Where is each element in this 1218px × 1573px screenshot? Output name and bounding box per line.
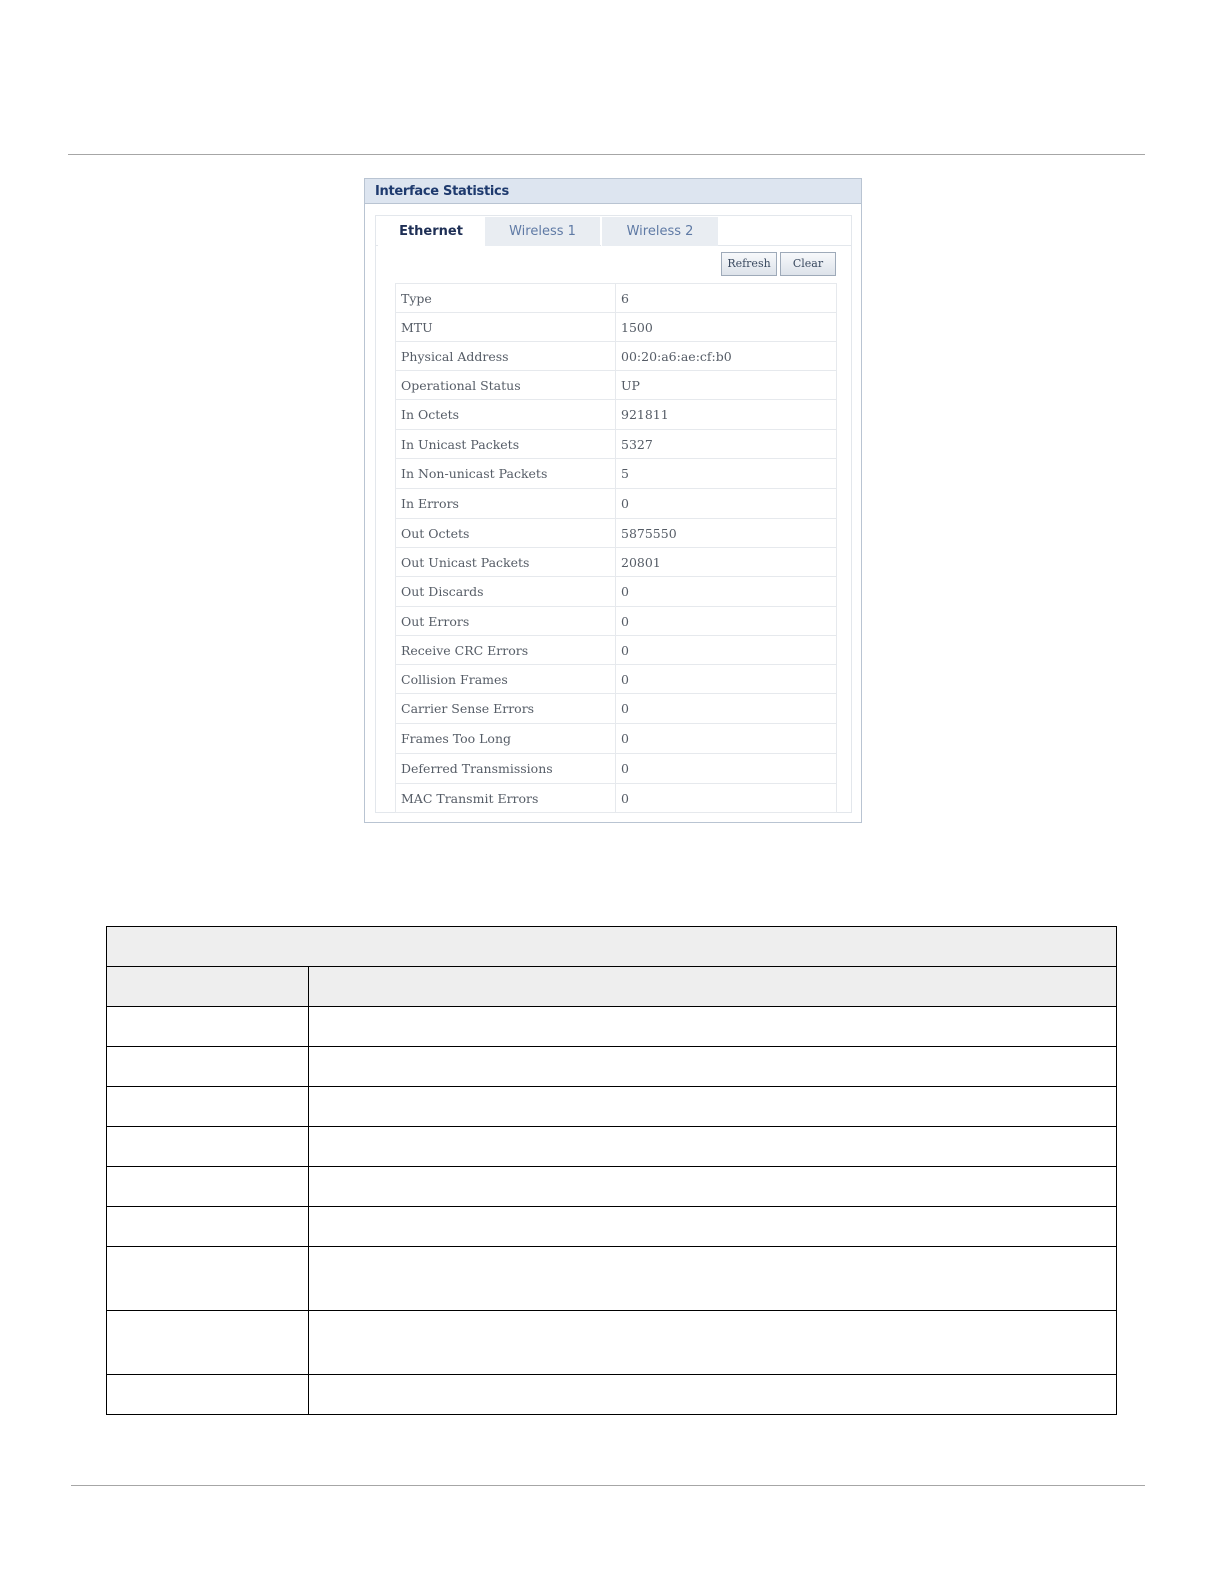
table-row: [107, 1207, 1117, 1247]
table-row: [107, 1047, 1117, 1087]
table-row: [396, 519, 837, 548]
stat-value: 0: [616, 636, 837, 665]
tab-bar: [376, 216, 851, 246]
description-cell: [309, 1375, 1117, 1415]
stat-label: In Errors: [396, 489, 616, 519]
bottom-divider: [71, 1485, 1145, 1486]
label-cell: [107, 1007, 309, 1047]
table-title-cell: [107, 927, 1117, 967]
refresh-button[interactable]: Refresh: [721, 252, 777, 276]
description-cell: [309, 1167, 1117, 1207]
tab-wireless-1[interactable]: Wireless 1: [484, 217, 600, 246]
interface-statistics-panel: [364, 178, 862, 823]
table-row: [396, 284, 837, 313]
stat-label: MTU: [396, 313, 616, 342]
table-row: [396, 724, 837, 754]
stat-value: 0: [616, 665, 837, 694]
label-cell: [107, 1167, 309, 1207]
field-description-table: [106, 926, 1117, 1415]
stat-value: 0: [616, 607, 837, 636]
description-cell: [309, 1007, 1117, 1047]
stat-label: Operational Status: [396, 371, 616, 400]
stat-label: In Octets: [396, 400, 616, 430]
stat-label: MAC Transmit Errors: [396, 784, 616, 813]
stat-label: Out Errors: [396, 607, 616, 636]
description-cell: [309, 1207, 1117, 1247]
table-row: [396, 313, 837, 342]
stat-label: Out Discards: [396, 577, 616, 607]
description-cell: [309, 1047, 1117, 1087]
table-row: [396, 430, 837, 459]
clear-button[interactable]: Clear: [780, 252, 836, 276]
stat-value: UP: [616, 371, 837, 400]
table-row: [107, 1375, 1117, 1415]
stat-value: 0: [616, 724, 837, 754]
stat-value: 00:20:a6:ae:cf:b0: [616, 342, 837, 371]
stat-value: 921811: [616, 400, 837, 430]
table-row: [107, 1311, 1117, 1375]
table-row: [396, 459, 837, 489]
table-row: [396, 371, 837, 400]
stat-label: Carrier Sense Errors: [396, 694, 616, 724]
table-row: [396, 489, 837, 519]
label-cell: [107, 1087, 309, 1127]
table-row: [396, 636, 837, 665]
table-row: [396, 754, 837, 784]
table-row: [396, 607, 837, 636]
table-row: [107, 1247, 1117, 1311]
label-cell: [107, 1127, 309, 1167]
stat-value: 6: [616, 284, 837, 313]
stat-label: Collision Frames: [396, 665, 616, 694]
stat-label: In Unicast Packets: [396, 430, 616, 459]
stat-value: 20801: [616, 548, 837, 577]
stat-value: 0: [616, 577, 837, 607]
description-cell: [309, 1127, 1117, 1167]
table-row: [107, 1087, 1117, 1127]
table-row: [396, 342, 837, 371]
label-cell: [107, 1047, 309, 1087]
description-cell: [309, 1247, 1117, 1311]
top-divider: [68, 154, 1145, 155]
description-cell: [309, 1311, 1117, 1375]
panel-title: Interface Statistics: [365, 179, 861, 204]
table-title-row: [107, 927, 1117, 967]
header-cell-description: [309, 967, 1117, 1007]
table-header-row: [107, 967, 1117, 1007]
stat-value: 5327: [616, 430, 837, 459]
stat-value: 0: [616, 784, 837, 813]
stat-label: Receive CRC Errors: [396, 636, 616, 665]
table-row: [107, 1007, 1117, 1047]
stat-label: Type: [396, 284, 616, 313]
stat-label: Out Octets: [396, 519, 616, 548]
stat-label: In Non-unicast Packets: [396, 459, 616, 489]
table-row: [396, 694, 837, 724]
table-row: [396, 577, 837, 607]
table-row: [107, 1127, 1117, 1167]
label-cell: [107, 1247, 309, 1311]
header-cell-label: [107, 967, 309, 1007]
table-row: [396, 784, 837, 813]
stat-value: 0: [616, 694, 837, 724]
stat-value: 5875550: [616, 519, 837, 548]
stat-label: Deferred Transmissions: [396, 754, 616, 784]
stat-value: 1500: [616, 313, 837, 342]
stat-label: Physical Address: [396, 342, 616, 371]
label-cell: [107, 1311, 309, 1375]
tab-wireless-2[interactable]: Wireless 2: [601, 217, 718, 246]
label-cell: [107, 1375, 309, 1415]
table-row: [396, 548, 837, 577]
label-cell: [107, 1207, 309, 1247]
stat-value: 5: [616, 459, 837, 489]
stat-label: Frames Too Long: [396, 724, 616, 754]
tab-ethernet[interactable]: Ethernet: [378, 217, 484, 247]
stat-label: Out Unicast Packets: [396, 548, 616, 577]
table-row: [396, 665, 837, 694]
description-cell: [309, 1087, 1117, 1127]
table-row: [107, 1167, 1117, 1207]
stat-value: 0: [616, 754, 837, 784]
statistics-table: [395, 283, 837, 813]
table-row: [396, 400, 837, 430]
stat-value: 0: [616, 489, 837, 519]
